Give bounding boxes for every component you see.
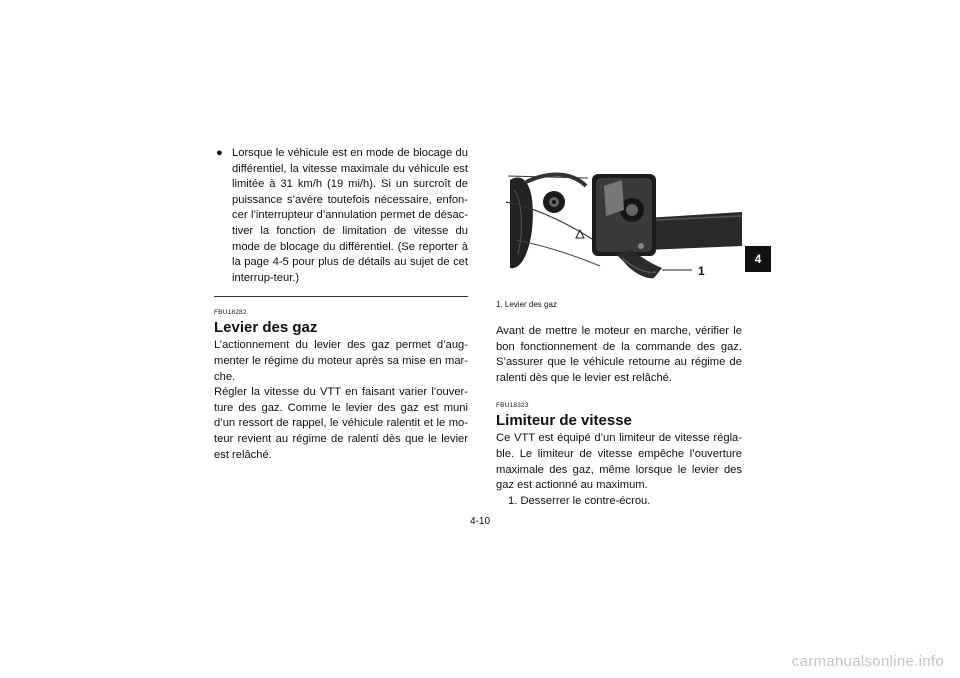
watermark: carmanualsonline.info [791, 653, 944, 670]
throttle-paragraph-1: L’actionnement du levier des gaz permet d’aug-menter le régime du moteur après sa mise en mar-che. [214, 339, 468, 383]
section-heading: Levier des gaz [214, 319, 318, 337]
left-column [214, 146, 468, 463]
section-heading: Limiteur de vitesse [496, 412, 632, 430]
throttle-paragraph-2: Régler la vitesse du VTT en faisant varier l’ouver-ture des gaz. Comme le levier des gaz est muni d’un ressort de rappel, le véhicule ralentit et le mo-teur revient au régime de ralenti dès que le levier est relâché. [214, 386, 468, 461]
page-number: 4-10 [469, 516, 490, 527]
chapter-tab: 4 [745, 246, 771, 272]
section-code: FBU18282 [214, 309, 247, 317]
handlebar-illustration [496, 150, 742, 288]
step-item: 1. Desserrer le contre-écrou. [508, 494, 651, 507]
bullet-icon: ● [216, 147, 223, 159]
bullet-text: Lorsque le véhicule est en mode de blocage du différentiel, la vitesse maximale du véhicule est limitée à 31 km/h (19 mi/h). Si un surcroît de puissance s’avère toutefois nécessaire, enfon-cer l’interrupteur d’annulation permet de désac-tiver la fonction de limitation de vitesse du mode de blocage du différentiel. (Se reporter à la page 4-5 pour plus de détails au sujet de cet interrup-teur.) [232, 147, 468, 284]
bullet-item [214, 146, 468, 286]
check-paragraph: Avant de mettre le moteur en marche, vérifier le bon fonctionnement de la commande des gaz. S’assurer que le véhicule retourne au régime de ralenti dès que le levier est relâché. [496, 325, 742, 384]
section-code: FBU18323 [496, 402, 529, 410]
callout-number: 1 [698, 264, 705, 278]
limiter-paragraph: Ce VTT est équipé d’un limiteur de vitesse régla-ble. Le limiteur de vitesse empêche l’ouverture maximale des gaz, même lorsque le levier des gaz est actionné au maximum. [496, 432, 742, 492]
throttle-lever-photo [496, 150, 742, 288]
right-column [496, 150, 742, 509]
figure-caption: 1. Levier des gaz [496, 300, 557, 309]
section-divider [214, 296, 468, 297]
